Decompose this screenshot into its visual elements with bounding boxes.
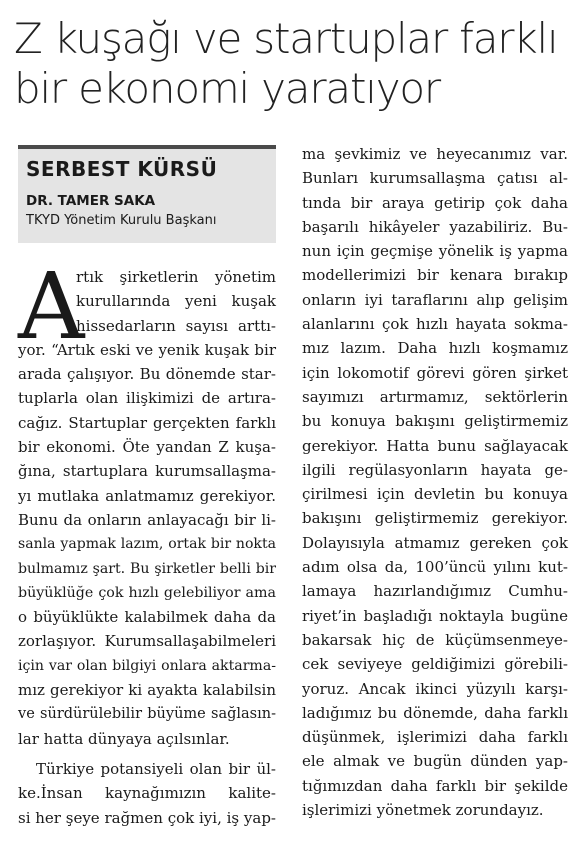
text-line: hissedarların sayısı arttı- [76, 316, 276, 335]
article-body-right [302, 142, 568, 822]
text-line: Türkiye potansiyeli olan bir ül- [36, 759, 276, 778]
text-line: si her şeye rağmen çok iyi, iş yap- [18, 808, 276, 827]
text-line: için var olan bilgiyi onlara aktarma- [18, 657, 276, 674]
text-line: büyüklüğe çok hızlı gelebiliyor ama [18, 584, 276, 601]
text-line: ilgili regülasyonların hayata ge- [302, 460, 568, 479]
text-line: alanlarını çok hızlı hayata sokma- [302, 315, 568, 334]
column-name: SERBEST KÜRSÜ [26, 157, 218, 181]
headline-line-1: Z kuşağı ve startuplar farklı [14, 14, 558, 63]
text-line: nun için geçmişe yönelik iş yapma [302, 242, 568, 261]
text-line: riyet’in başladığı noktayla bugüne [302, 606, 568, 625]
text-line: ladığımız bu dönemde, daha farklı [302, 703, 568, 722]
text-line: bulmamız şart. Bu şirketler belli bir [18, 560, 276, 577]
text-line: tında bir araya getirip çok daha [302, 193, 568, 212]
left-column [18, 145, 276, 830]
text-line: sayımızı artırmamız, sektörlerin [302, 387, 568, 406]
article-body-left [18, 253, 276, 830]
text-line: modellerimizi bir kenara bırakıp [302, 266, 568, 285]
text-line: çirilmesi için devletin bu konuya [302, 485, 568, 504]
text-line: ve sürdürülebilir büyüme sağlasın- [18, 706, 276, 723]
text-line: bakışını geliştirmemiz gerekiyor. [302, 509, 568, 528]
text-line: zorlaşıyor. Kurumsallaşabilmeleri [18, 632, 276, 651]
text-line: bakarsak hiç de küçümsenmeye- [302, 630, 568, 649]
text-line: tığımızdan daha farklı bir şekilde [302, 776, 568, 795]
text-line: ğına, startuplara kurumsallaşma- [18, 462, 276, 481]
author-title: TKYD Yönetim Kurulu Başkanı [26, 213, 217, 228]
drop-cap: A [18, 253, 85, 360]
text-line: ele almak ve bugün dünden yap- [302, 752, 568, 771]
text-line: yı mutlaka anlatmamız gerekiyor. [18, 486, 276, 505]
text-line: adım olsa da, 100’üncü yılını kut- [302, 558, 568, 577]
text-line: lar hatta dünyaya açılsınlar. [18, 729, 230, 748]
text-line: gerekiyor. Hatta bunu sağlayacak [302, 436, 568, 455]
text-line: işlerimizi yönetmek zorundayız. [302, 801, 544, 820]
text-line: Bunları kurumsallaşma çatısı al- [302, 169, 568, 188]
author-name: DR. TAMER SAKA [26, 193, 156, 209]
text-line: bu konuya bakışını geliştirmemiz [302, 412, 568, 431]
text-line: cek seviyeye geldiğimizi görebili- [302, 655, 568, 674]
headline [14, 14, 574, 114]
text-line: arada çalışıyor. Bu dönemde star- [18, 365, 276, 384]
text-line: ke.İnsan kaynağımızın kalite- [18, 784, 276, 803]
text-line: mız lazım. Daha hızlı koşmamız [302, 339, 568, 358]
text-line: mız gerekiyor ki ayakta kalabilsin [18, 681, 276, 700]
text-line: yor. “Artık eski ve yenik kuşak bir [18, 340, 276, 359]
text-line: yoruz. Ancak ikinci yüzyılı karşı- [302, 679, 568, 698]
text-line: Dolayısıyla atmamız gereken çok [302, 533, 568, 552]
text-line: o büyüklükte kalabilmek daha da [18, 608, 276, 627]
text-line: sanla yapmak lazım, ortak bir nokta [18, 536, 276, 553]
text-line: Bunu da onların anlayacağı bir li- [18, 510, 276, 529]
text-line: için lokomotif görevi gören şirket [302, 363, 568, 382]
text-line: başarılı hikâyeler yazabiliriz. Bu- [302, 217, 568, 236]
column-header-box [18, 145, 276, 243]
text-line: onların iyi taraflarını alıp gelişim [302, 290, 568, 309]
text-line: kurullarında yeni kuşak [76, 292, 276, 311]
text-line: ma şevkimiz ve heyecanımız var. [302, 145, 568, 163]
text-line: düşünmek, işlerimizi daha farklı [302, 728, 568, 747]
text-line: tuplarla olan ilişkimizi de artıra- [18, 389, 276, 408]
headline-line-2: bir ekonomi yaratıyor [14, 64, 440, 113]
text-line: rtık şirketlerin yönetim [76, 268, 276, 286]
text-line: cağız. Startuplar gerçekten farklı [18, 413, 276, 432]
text-line: lamaya hazırlandığımız Cumhu- [302, 582, 568, 601]
text-line: bir ekonomi. Öte yandan Z kuşa- [18, 438, 276, 457]
